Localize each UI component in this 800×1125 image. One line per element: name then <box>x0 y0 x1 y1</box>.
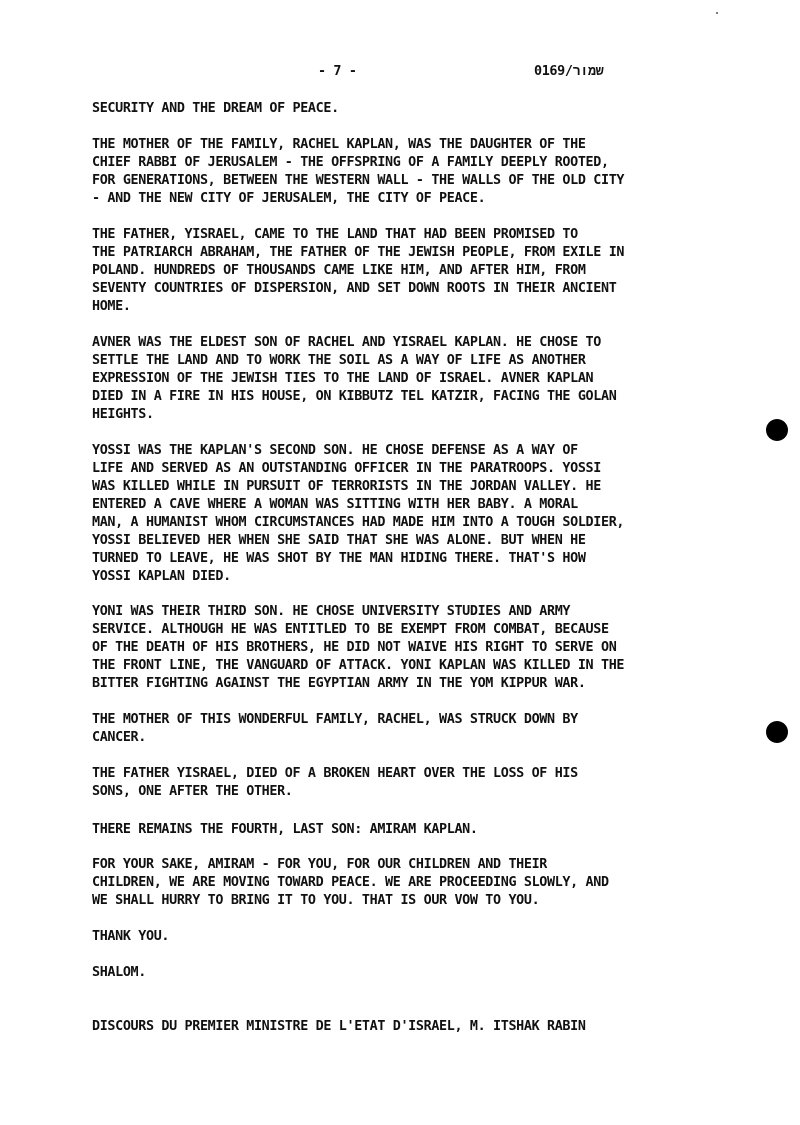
paragraph-fourth-son: THERE REMAINS THE FOURTH, LAST SON: AMIRAM KAPLAN. <box>92 822 478 837</box>
paragraph-for-your-sake: FOR YOUR SAKE, AMIRAM - FOR YOU, FOR OUR CHILDREN AND THEIR CHILDREN, WE ARE MOVING TOWARD PEACE. WE ARE PROCEEDING SLOWLY, AND WE SHALL HURRY TO BRING IT TO YOU. THAT IS OUR VOW TO YOU. <box>92 857 609 908</box>
hole-punch-mark-upper <box>766 419 788 441</box>
paragraph-thank-you: THANK YOU. <box>92 929 170 944</box>
paragraph-discours-footer: DISCOURS DU PREMIER MINISTRE DE L'ETAT D'ISRAEL, M. ITSHAK RABIN <box>92 1019 586 1034</box>
paragraph-security-dream: SECURITY AND THE DREAM OF PEACE. <box>92 101 339 116</box>
paragraph-yoni: YONI WAS THEIR THIRD SON. HE CHOSE UNIVERSITY STUDIES AND ARMY SERVICE. ALTHOUGH HE WAS ENTITLED TO BE EXEMPT FROM COMBAT, BECAUSE OF THE DEATH OF HIS BROTHERS, HE DID NOT WAIVE HIS RIGHT TO SERVE ON THE FRONT LINE, THE VANGUARD OF ATTACK. YONI KAPLAN WAS KILLED IN THE BITTER FIGHTING AGAINST THE EGYPTIAN ARMY IN THE YOM KIPPUR WAR. <box>92 604 625 691</box>
page-header <box>0 64 800 84</box>
paragraph-mother-cancer: THE MOTHER OF THIS WONDERFUL FAMILY, RACHEL, WAS STRUCK DOWN BY CANCER. <box>92 712 578 745</box>
hole-punch-mark-lower <box>766 721 788 743</box>
paragraph-father-yisrael: THE FATHER, YISRAEL, CAME TO THE LAND THAT HAD BEEN PROMISED TO THE PATRIARCH ABRAHAM, THE FATHER OF THE JEWISH PEOPLE, FROM EXILE IN POLAND. HUNDREDS OF THOUSANDS CAME LIKE HIM, AND AFTER HIM, FROM SEVENTY COUNTRIES OF DISPERSION, AND SET DOWN ROOTS IN THEIR ANCIENT HOME. <box>92 227 625 314</box>
paragraph-mother-rachel: THE MOTHER OF THE FAMILY, RACHEL KAPLAN, WAS THE DAUGHTER OF THE CHIEF RABBI OF JERUSALEM - THE OFFSPRING OF A FAMILY DEEPLY ROOTED, FOR GENERATIONS, BETWEEN THE WESTERN WALL - THE WALLS OF THE OLD CITY - AND THE NEW CITY OF JERUSALEM, THE CITY OF PEACE. <box>92 137 625 206</box>
page-number: - 7 - <box>318 64 357 79</box>
file-reference: שמור/0169 <box>534 64 604 79</box>
paragraph-shalom: SHALOM. <box>92 965 146 980</box>
paragraph-avner: AVNER WAS THE ELDEST SON OF RACHEL AND YISRAEL KAPLAN. HE CHOSE TO SETTLE THE LAND AND TO WORK THE SOIL AS A WAY OF LIFE AS ANOTHER EXPRESSION OF THE JEWISH TIES TO THE LAND OF ISRAEL. AVNER KAPLAN DIED IN A FIRE IN HIS HOUSE, ON KIBBUTZ TEL KATZIR, FACING THE GOLAN HEIGHTS. <box>92 335 617 422</box>
paragraph-father-broken-heart: THE FATHER YISRAEL, DIED OF A BROKEN HEART OVER THE LOSS OF HIS SONS, ONE AFTER THE OTHER. <box>92 766 578 799</box>
scan-speck <box>716 12 718 14</box>
paragraph-yossi: YOSSI WAS THE KAPLAN'S SECOND SON. HE CHOSE DEFENSE AS A WAY OF LIFE AND SERVED AS AN OUTSTANDING OFFICER IN THE PARATROOPS. YOSSI WAS KILLED WHILE IN PURSUIT OF TERRORISTS IN THE JORDAN VALLEY. HE ENTERED A CAVE WHERE A WOMAN WAS SITTING WITH HER BABY. A MORAL MAN, A HUMANIST WHOM CIRCUMSTANCES HAD MADE HIM INTO A TOUGH SOLDIER, YOSSI BELIEVED HER WHEN SHE SAID THAT SHE WAS ALONE. BUT WHEN HE TURNED TO LEAVE, HE WAS SHOT BY THE MAN HIDING THERE. THAT'S HOW YOSSI KAPLAN DIED. <box>92 443 625 584</box>
